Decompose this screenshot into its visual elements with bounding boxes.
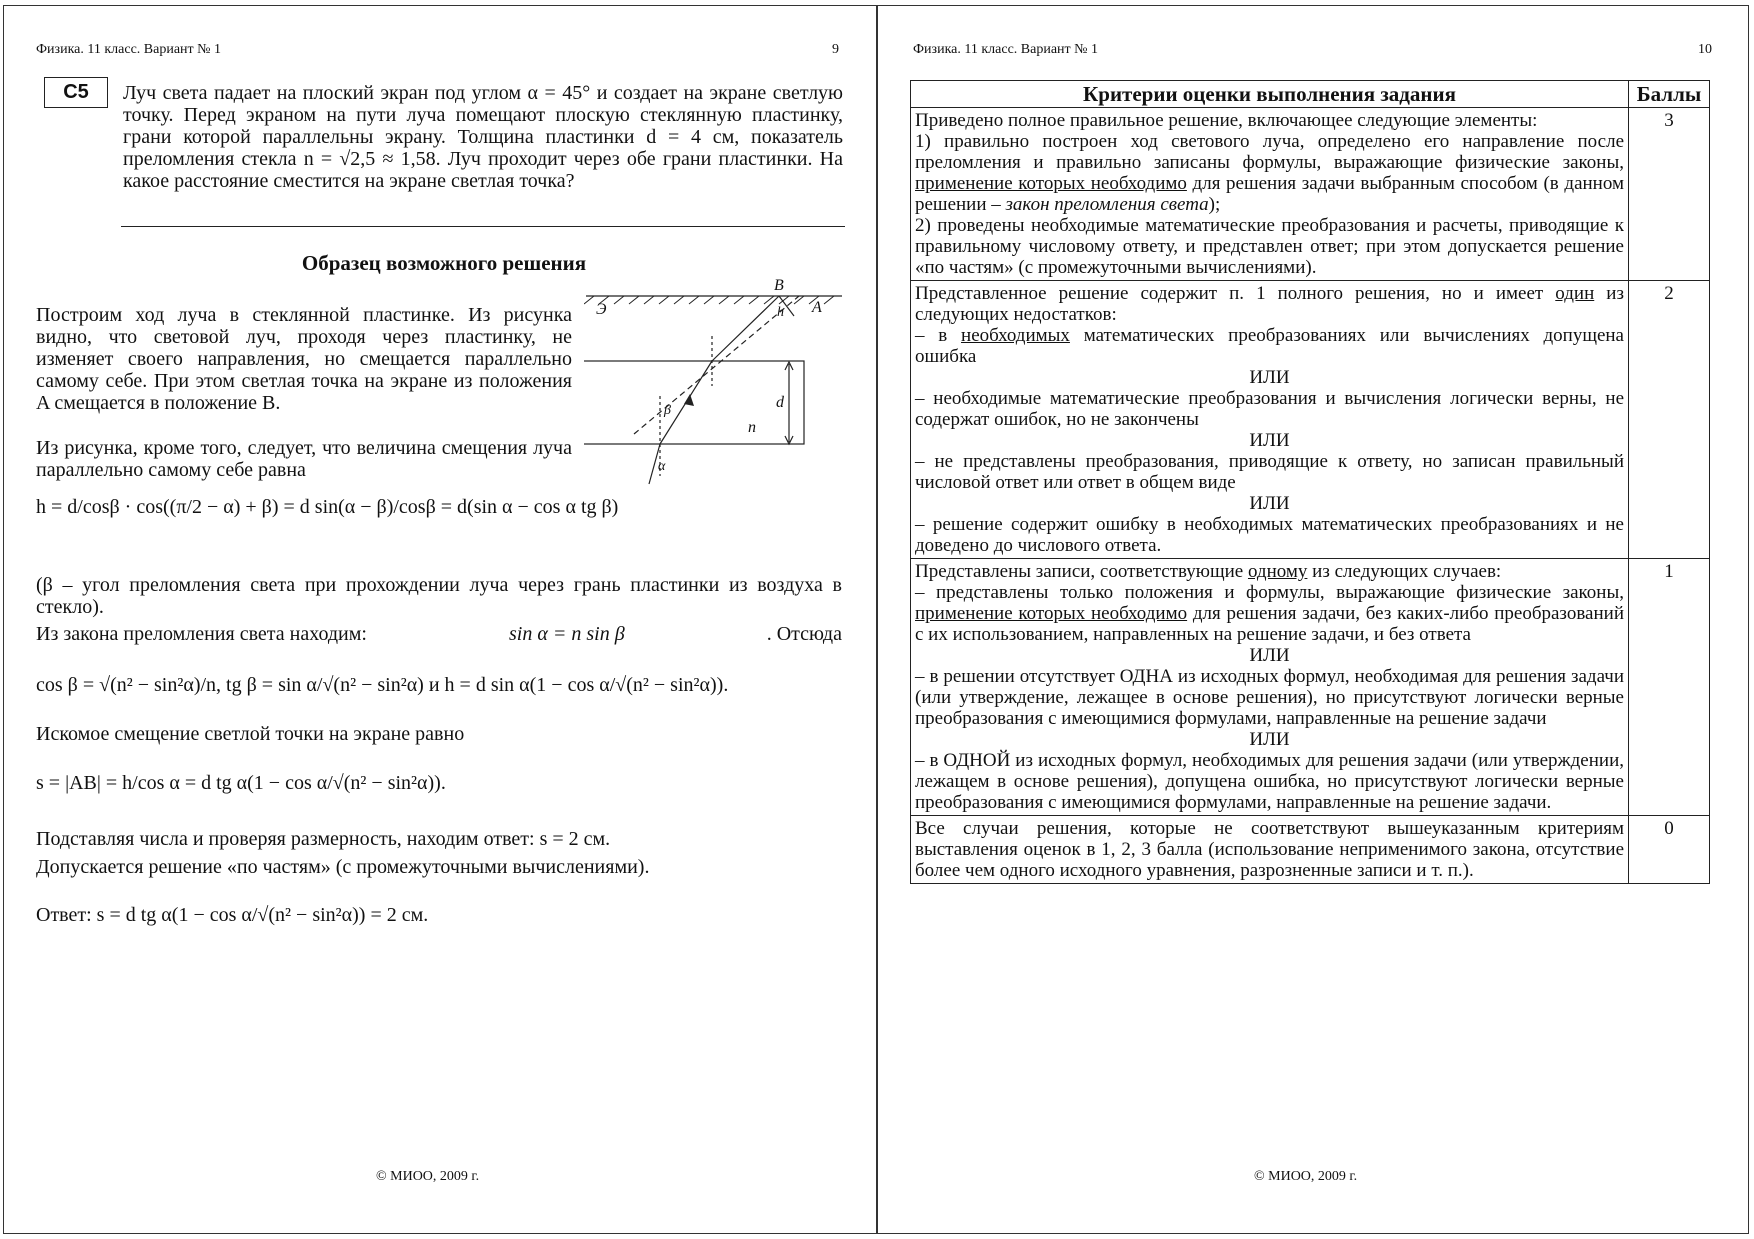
- solution-paragraph-6: Подставляя числа и проверяя размерность, находим ответ: s = 2 см.: [36, 828, 611, 850]
- text-run: – представлены только положения и формулы, выражающие физические законы,: [915, 582, 1624, 603]
- solution-title: Образец возможного решения: [301, 251, 587, 275]
- text-run: – в: [915, 325, 962, 346]
- formula-s: s = |AB| = h/cos α = d tg α(1 − cos α/√(n² − sin²α)).: [36, 772, 446, 794]
- shift-label: h: [777, 305, 784, 320]
- task-text: Луч света падает на плоский экран под углом α = 45° и создает на экране светлую точку. Перед экраном на пути луча помещают плоскую стеклянную пластинку, грани которой параллельны экрану. Толщина пластинки d = 4 см, показатель преломления стекла n = √2,5 ≈ 1,58. Луч проходит через обе грани пластинки. На какое расстояние сместится на экране светлая точка?: [123, 82, 843, 192]
- original-ray: [634, 296, 799, 434]
- solution-paragraph-1: Построим ход луча в стеклянной пластинке. Из рисунка видно, что световой луч, проходя через пластинку, не изменяет своего направления, но смещается параллельно самому себе. При этом светлая точка на экране из положения A смещается в положение B.: [36, 304, 572, 414]
- text-run: Представлены записи, соответствующие: [915, 561, 1248, 582]
- page-number: 9: [832, 42, 839, 57]
- criteria-1-intro: [915, 561, 1624, 582]
- solution-paragraph-5: Искомое смещение светлой точки на экране равно: [36, 723, 465, 745]
- running-head: Физика. 11 класс. Вариант № 1: [36, 42, 222, 57]
- criteria-2-option-1: [915, 325, 1624, 367]
- answer: Ответ: s = d tg α(1 − cos α/√(n² − sin²α)) = 2 см.: [36, 904, 429, 926]
- text-run: для решения задачи, без каких-либо преобразований с их использованием, направленных на решение задачи, и без ответа: [915, 603, 1624, 645]
- alpha-label: α: [658, 459, 666, 474]
- underlined-run: одному: [1247, 561, 1308, 582]
- text-run: для решения задачи выбранным способом (в данном решении –: [915, 173, 1624, 215]
- score-1: 1: [1629, 559, 1710, 816]
- formula-h: h = d/cosβ · cos((π/2 − α) + β) = d sin(α − β)/cosβ = d(sin α − cos α tg β): [36, 496, 619, 518]
- running-head: Физика. 11 класс. Вариант № 1: [913, 42, 1099, 57]
- criteria-2-option-2: – необходимые математические преобразования и вычисления логически верны, не содержат ошибок, но не закончены: [915, 388, 1624, 430]
- criteria-1-option-1: [915, 582, 1624, 645]
- ray-arrow: [684, 394, 694, 406]
- text-run: );: [1208, 194, 1221, 215]
- criteria-2-option-4: – решение содержит ошибку в необходимых математических преобразованиях и не доведено до числового ответа.: [915, 514, 1624, 556]
- solution-paragraph-3: (β – угол преломления света при прохождении луча через грань пластинки из воздуха в стекло).: [36, 574, 842, 618]
- criteria-1: [911, 559, 1629, 816]
- glass-plate: [584, 361, 804, 444]
- text-run: из следующих случаев:: [1307, 561, 1502, 582]
- criteria-0: Все случаи решения, которые не соответствуют вышеуказанным критериям выставления оценок в 1, 2, 3 балла (использование неприменимого закона, отсутствие более чем одного исходного уравнения, разрозненные записи и т. п.).: [911, 816, 1629, 884]
- task-label: С5: [44, 77, 108, 108]
- point-b-label: B: [774, 277, 784, 294]
- snell-outro: . Отсюда: [766, 623, 842, 645]
- or-separator: ИЛИ: [1249, 493, 1290, 514]
- footer: © МИОО, 2009 г.: [1254, 1169, 1358, 1184]
- solution-paragraph-2: Из рисунка, кроме того, следует, что величина смещения луча параллельно самому себе равна: [36, 437, 572, 481]
- criteria-2-intro: [915, 283, 1624, 325]
- criteria-1-option-3: – в ОДНОЙ из исходных формул, необходимых для решения задачи (или утверждении, лежащем в основе решения), допущена ошибка, но присутствуют логически верные преобразования с имеющимися формулами, направленные на решение задачи.: [915, 750, 1624, 813]
- criteria-header: Критерии оценки выполнения задания: [911, 81, 1629, 108]
- criteria-3-item2: 2) проведены необходимые математические преобразования и расчеты, приводящие к правильному числовому ответу, и представлен ответ; при этом допускается решение «по частям» (с промежуточными вычислениями).: [915, 215, 1624, 278]
- screen-hatching: [584, 296, 834, 304]
- right-page: [877, 5, 1749, 1234]
- index-label: n: [748, 419, 756, 436]
- snell-formula: sin α = n sin β: [509, 623, 625, 645]
- table-row-score-3: [911, 108, 1710, 281]
- text-run: Представленное решение содержит п. 1 полного решения, но и имеет: [915, 283, 1556, 304]
- footer: © МИОО, 2009 г.: [376, 1169, 480, 1184]
- criteria-3-intro: Приведено полное правильное решение, включающее следующие элементы:: [915, 110, 1538, 131]
- table-header-row: [911, 81, 1710, 108]
- snell-intro: Из закона преломления света находим:: [36, 623, 367, 645]
- score-3: 3: [1629, 108, 1710, 281]
- emergent-ray: [712, 296, 779, 361]
- or-separator: ИЛИ: [1249, 645, 1290, 666]
- ray-diagram: [584, 276, 844, 486]
- text-run: из следующих недостатков:: [915, 283, 1624, 325]
- criteria-2: [911, 281, 1629, 559]
- score-2: 2: [1629, 281, 1710, 559]
- page-number: 10: [1698, 42, 1712, 57]
- text-run: 1) правильно построен ход светового луча, определено его направление после преломления и правильно записаны формулы, выражающие физические законы,: [915, 131, 1624, 173]
- or-separator: ИЛИ: [1249, 367, 1290, 388]
- underlined-run: применение которых необходимо: [915, 603, 1188, 624]
- snell-line: [36, 623, 842, 645]
- italic-run: закон преломления света: [1005, 194, 1209, 215]
- thickness-label: d: [776, 394, 784, 411]
- criteria-3: [911, 108, 1629, 281]
- underlined-run: применение которых необходимо: [915, 173, 1187, 194]
- criteria-2-option-3: – не представлены преобразования, приводящие к ответу, но записан правильный числовой ответ или ответ в общем виде: [915, 451, 1624, 493]
- left-page: [3, 5, 877, 1234]
- table-row-score-2: [911, 281, 1710, 559]
- beta-label: β: [664, 403, 671, 418]
- table-row-score-0: [911, 816, 1710, 884]
- criteria-1-option-2: – в решении отсутствует ОДНА из исходных формул, необходимая для решения задачи (или утверждение, лежащее в основе решения), но присутствуют логически верные преобразования с имеющимися формулами, направленные на решение задачи: [915, 666, 1624, 729]
- criteria-table: [910, 80, 1710, 884]
- underlined-run: один: [1555, 283, 1595, 304]
- task-divider: [121, 226, 845, 227]
- criteria-3-item1: [915, 131, 1624, 215]
- solution-paragraph-7: Допускается решение «по частям» (с промежуточными вычислениями).: [36, 856, 650, 878]
- screen-label: Э: [596, 301, 607, 318]
- formula-cos-tg: cos β = √(n² − sin²α)/n, tg β = sin α/√(n² − sin²α) и h = d sin α(1 − cos α/√(n² − sin²α)).: [36, 674, 729, 696]
- score-header: Баллы: [1629, 81, 1710, 108]
- text-run: математических преобразованиях или вычислениях допущена ошибка: [915, 325, 1624, 367]
- point-a-label: A: [812, 299, 822, 316]
- or-separator: ИЛИ: [1249, 430, 1290, 451]
- score-0: 0: [1629, 816, 1710, 884]
- table-row-score-1: [911, 559, 1710, 816]
- underlined-run: необходимых: [961, 325, 1070, 346]
- or-separator: ИЛИ: [1249, 729, 1290, 750]
